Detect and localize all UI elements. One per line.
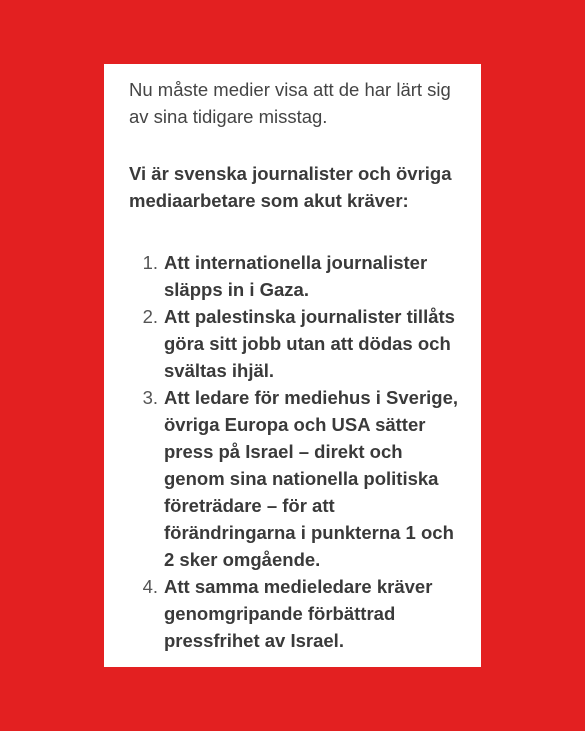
list-item-number: 2. — [142, 306, 158, 327]
lead-statement: Vi är svenska journalister och övriga mediaarbetare som akut kräver: — [129, 163, 452, 211]
list-item — [129, 303, 461, 384]
list-item-text: Att samma medieledare kräver genomgripande förbättrad pressfrihet av Israel. — [164, 576, 433, 651]
list-item-number: 1. — [142, 252, 158, 273]
list-item — [129, 573, 461, 654]
intro-text: Nu måste medier visa att de har lärt sig av sina tidigare misstag. — [129, 79, 451, 127]
list-item-text: Att internationella journalister släpps in i Gaza. — [164, 252, 428, 300]
list-item-text: Att palestinska journalister tillåts göra sitt jobb utan att dödas och svältas ihjäl. — [164, 306, 455, 381]
list-item-number: 3. — [142, 387, 158, 408]
list-item — [129, 249, 461, 303]
statement-card — [104, 64, 481, 667]
demands-list — [129, 249, 461, 654]
list-item-text: Att ledare för mediehus i Sverige, övriga Europa och USA sätter press på Israel – direkt och genom sina nationella politiska företrädare – för att förändringarna i punkterna 1 och 2 sker omgående. — [164, 387, 459, 570]
list-item — [129, 384, 461, 573]
list-item-number: 4. — [142, 576, 158, 597]
